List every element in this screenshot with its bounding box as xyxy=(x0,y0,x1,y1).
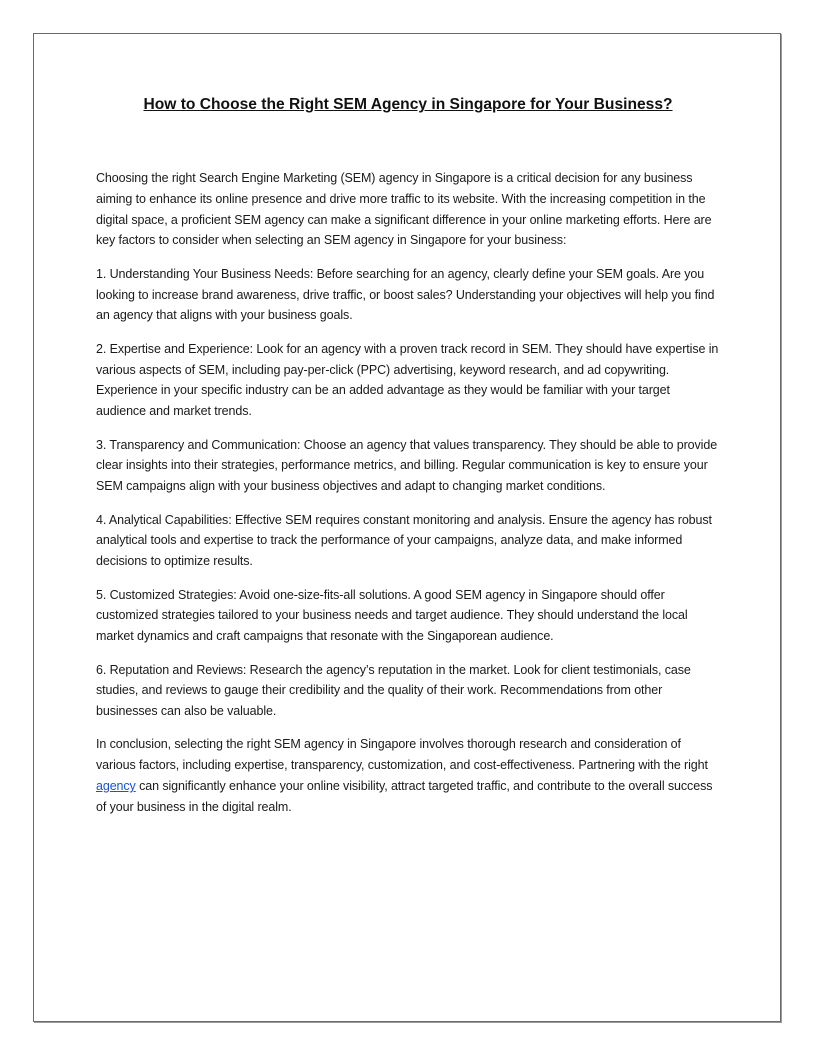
agency-link[interactable]: agency xyxy=(96,779,136,794)
conclusion-text-after-link: can significantly enhance your online visibility, attract targeted traffic, and contribute to the overall success of your business in the digital realm. xyxy=(96,779,713,814)
point-expertise-experience: 2. Expertise and Experience: Look for an agency with a proven track record in SEM. They should have expertise in various aspects of SEM, including pay-per-click (PPC) advertising, keyword research, and ad copywriting. Experience in your specific industry can be an added advantage as they would be familiar with your target audience and market trends. xyxy=(96,341,719,419)
point-reputation-reviews: 6. Reputation and Reviews: Research the agency’s reputation in the market. Look for client testimonials, case studies, and reviews to gauge their credibility and the quality of their work. Recommendations from other businesses can also be valuable. xyxy=(96,662,691,719)
conclusion-text-before-link: In conclusion, selecting the right SEM agency in Singapore involves thorough research and consideration of various factors, including expertise, transparency, customization, and cost-effectiveness. Partnering with the right xyxy=(96,737,708,773)
intro-paragraph: Choosing the right Search Engine Marketing (SEM) agency in Singapore is a critical decision for any business aiming to enhance its online presence and drive more traffic to its website. With the increasing competition in the digital space, a proficient SEM agency can make a significant difference in your online marketing efforts. Here are key factors to consider when selecting an SEM agency in Singapore for your business: xyxy=(96,171,712,248)
point-business-needs: 1. Understanding Your Business Needs: Before searching for an agency, clearly define your SEM goals. Are you looking to increase brand awareness, drive traffic, or boost sales? Understanding your objectives will help you find an agency that aligns with your business goals. xyxy=(96,266,715,323)
document-body xyxy=(96,168,722,830)
point-transparency-communication: 3. Transparency and Communication: Choose an agency that values transparency. They should be able to provide clear insights into their strategies, performance metrics, and billing. Regular communication is key to ensure your SEM campaigns align with your business objectives and adapt to changing market conditions. xyxy=(96,437,718,494)
point-analytical-capabilities: 4. Analytical Capabilities: Effective SEM requires constant monitoring and analysis. Ensure the agency has robust analytical tools and expertise to track the performance of your campaigns, analyze data, and make informed decisions to optimize results. xyxy=(96,512,712,569)
point-customized-strategies: 5. Customized Strategies: Avoid one-size-fits-all solutions. A good SEM agency in Singapore should offer customized strategies tailored to your business needs and target audience. They should understand the local market dynamics and craft campaigns that resonate with the Singaporean audience. xyxy=(96,587,688,644)
conclusion-paragraph xyxy=(96,734,722,817)
document-title: How to Choose the Right SEM Agency in Singapore for Your Business? xyxy=(143,96,673,113)
